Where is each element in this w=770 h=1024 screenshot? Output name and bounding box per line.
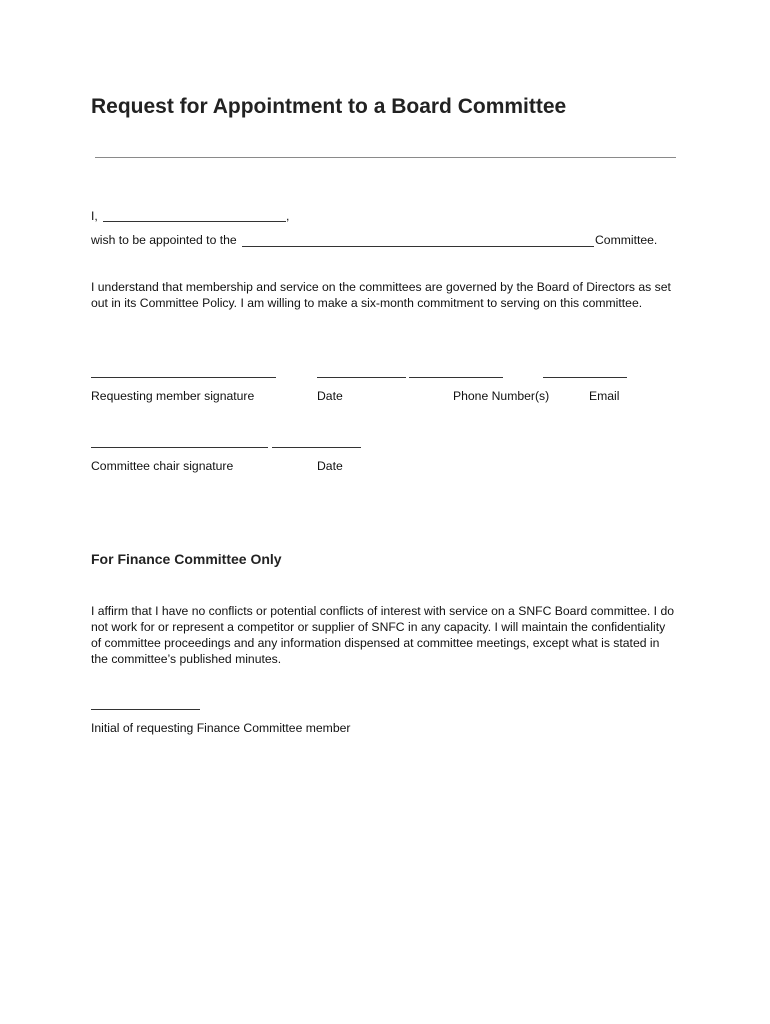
chair-date-label: Date	[317, 459, 343, 473]
committee-suffix: Committee.	[595, 233, 658, 247]
paragraph-line: not work for or represent a competitor or supplier of SNFC in any capacity. I will maintain the confidentiality	[91, 620, 666, 634]
committee-name-field-line[interactable]	[242, 246, 594, 247]
name-field-line[interactable]	[103, 221, 286, 222]
name-prefix: I,	[91, 209, 98, 223]
understand-paragraph	[91, 279, 671, 311]
finance-section-heading: For Finance Committee Only	[91, 551, 282, 567]
page-title: Request for Appointment to a Board Committee	[91, 95, 567, 118]
member-signature-line[interactable]	[91, 377, 276, 378]
title-divider	[95, 157, 676, 158]
paragraph-line: the committee’s published minutes.	[91, 652, 282, 666]
chair-signature-label: Committee chair signature	[91, 459, 234, 473]
finance-initial-label: Initial of requesting Finance Committee member	[91, 721, 351, 735]
appoint-text: wish to be appointed to the	[91, 233, 237, 247]
finance-initial-line[interactable]	[91, 709, 200, 710]
chair-signature-line[interactable]	[91, 447, 268, 448]
finance-paragraph	[91, 603, 674, 667]
paragraph-line: of committee proceedings and any information dispensed at committee meetings, except what is stated in	[91, 636, 660, 650]
member-signature-label: Requesting member signature	[91, 389, 255, 403]
phone-number-line[interactable]	[409, 377, 503, 378]
email-line[interactable]	[543, 377, 627, 378]
member-date-label: Date	[317, 389, 343, 403]
name-suffix: ,	[286, 209, 290, 223]
paragraph-line: I affirm that I have no conflicts or potential conflicts of interest with service on a SNFC Board committee. I do	[91, 604, 675, 618]
paragraph-line: out in its Committee Policy. I am willing to make a six-month commitment to serving on this committee.	[91, 296, 643, 310]
phone-label: Phone Number(s)	[453, 389, 550, 403]
email-label: Email	[589, 389, 620, 403]
paragraph-line: I understand that membership and service on the committees are governed by the Board of Directors as set	[91, 280, 671, 294]
member-date-line[interactable]	[317, 377, 406, 378]
chair-date-line[interactable]	[272, 447, 361, 448]
